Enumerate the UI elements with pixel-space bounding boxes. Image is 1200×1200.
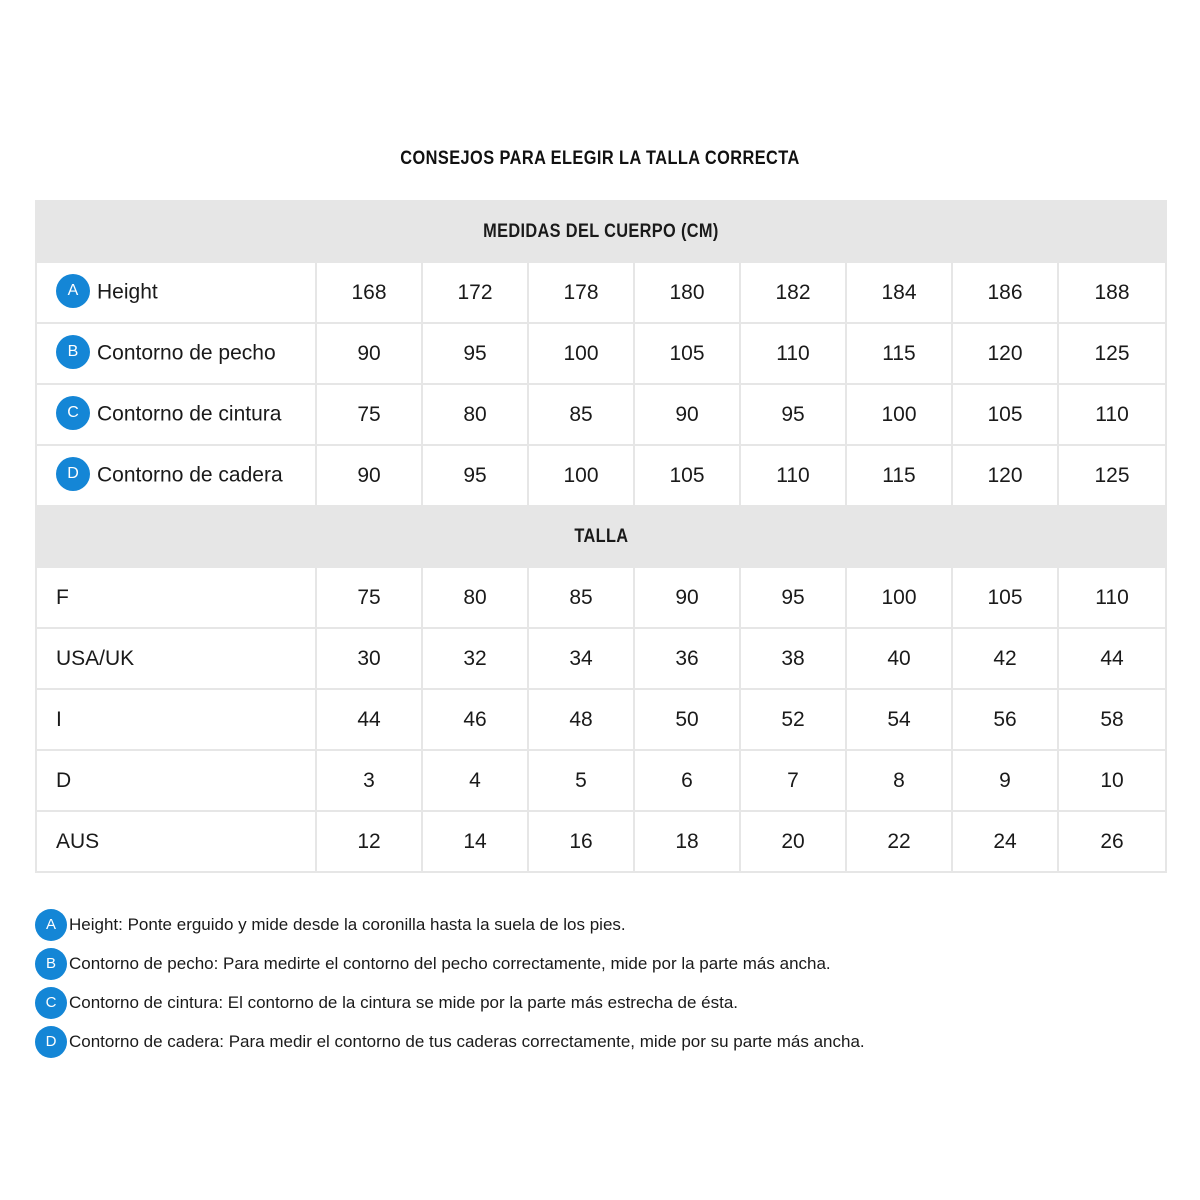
size-label: AUS bbox=[36, 811, 316, 872]
badge-a-icon: A bbox=[35, 909, 67, 941]
table-cell: 12 bbox=[316, 811, 422, 872]
size-label: I bbox=[36, 689, 316, 750]
table-cell: 10 bbox=[1058, 750, 1166, 811]
table-cell: 85 bbox=[528, 567, 634, 628]
table-cell: 90 bbox=[316, 323, 422, 384]
measurement-notes bbox=[35, 908, 1165, 1064]
size-row-aus bbox=[36, 811, 1166, 872]
table-cell: 105 bbox=[634, 445, 740, 506]
note-text: Contorno de cintura: El contorno de la cintura se mide por la parte más estrecha de ésta. bbox=[69, 992, 739, 1012]
table-cell: 110 bbox=[1058, 384, 1166, 445]
table-cell: 168 bbox=[316, 262, 422, 323]
table-cell: 115 bbox=[846, 323, 952, 384]
note-height bbox=[35, 908, 1165, 941]
measurement-label-cell bbox=[36, 323, 316, 384]
table-cell: 186 bbox=[952, 262, 1058, 323]
table-cell: 20 bbox=[740, 811, 846, 872]
table-cell: 100 bbox=[846, 567, 952, 628]
table-cell: 14 bbox=[422, 811, 528, 872]
size-row-i bbox=[36, 689, 1166, 750]
table-cell: 110 bbox=[740, 445, 846, 506]
table-cell: 180 bbox=[634, 262, 740, 323]
table-cell: 95 bbox=[740, 384, 846, 445]
table-cell: 110 bbox=[740, 323, 846, 384]
badge-c-icon: C bbox=[35, 987, 67, 1019]
note-chest bbox=[35, 947, 1165, 980]
size-label: D bbox=[36, 750, 316, 811]
table-cell: 90 bbox=[634, 384, 740, 445]
table-cell: 75 bbox=[316, 567, 422, 628]
table-cell: 100 bbox=[528, 445, 634, 506]
measurement-label-cell bbox=[36, 445, 316, 506]
table-cell: 44 bbox=[1058, 628, 1166, 689]
table-cell: 120 bbox=[952, 445, 1058, 506]
table-cell: 46 bbox=[422, 689, 528, 750]
badge-a-icon: A bbox=[56, 274, 90, 308]
size-chart-body bbox=[36, 201, 1166, 872]
table-cell: 36 bbox=[634, 628, 740, 689]
table-cell: 95 bbox=[422, 445, 528, 506]
table-cell: 120 bbox=[952, 323, 1058, 384]
table-cell: 182 bbox=[740, 262, 846, 323]
table-cell: 105 bbox=[634, 323, 740, 384]
badge-b-icon: B bbox=[56, 335, 90, 369]
table-cell: 110 bbox=[1058, 567, 1166, 628]
table-cell: 100 bbox=[528, 323, 634, 384]
table-cell: 22 bbox=[846, 811, 952, 872]
table-cell: 58 bbox=[1058, 689, 1166, 750]
table-cell: 32 bbox=[422, 628, 528, 689]
size-heading bbox=[36, 506, 1166, 567]
table-cell: 90 bbox=[316, 445, 422, 506]
measurement-label: Contorno de cadera bbox=[97, 463, 283, 487]
table-cell: 34 bbox=[528, 628, 634, 689]
table-cell: 105 bbox=[952, 384, 1058, 445]
table-cell: 188 bbox=[1058, 262, 1166, 323]
table-cell: 3 bbox=[316, 750, 422, 811]
table-cell: 24 bbox=[952, 811, 1058, 872]
note-hip bbox=[35, 1025, 1165, 1058]
measurement-label: Contorno de pecho bbox=[97, 341, 276, 365]
size-row-f bbox=[36, 567, 1166, 628]
measurement-row-hip bbox=[36, 445, 1166, 506]
table-cell: 172 bbox=[422, 262, 528, 323]
badge-b-icon: B bbox=[35, 948, 67, 980]
table-cell: 178 bbox=[528, 262, 634, 323]
table-cell: 48 bbox=[528, 689, 634, 750]
table-cell: 95 bbox=[422, 323, 528, 384]
page-title: CONSEJOS PARA ELEGIR LA TALLA CORRECTA bbox=[400, 148, 800, 169]
note-text: Contorno de pecho: Para medirte el contorno del pecho correctamente, mide por la parte más ancha. bbox=[69, 953, 831, 973]
table-cell: 9 bbox=[952, 750, 1058, 811]
table-cell: 184 bbox=[846, 262, 952, 323]
table-cell: 80 bbox=[422, 384, 528, 445]
measurement-row-waist bbox=[36, 384, 1166, 445]
table-cell: 54 bbox=[846, 689, 952, 750]
table-cell: 16 bbox=[528, 811, 634, 872]
table-cell: 105 bbox=[952, 567, 1058, 628]
table-cell: 18 bbox=[634, 811, 740, 872]
measurement-row-height bbox=[36, 262, 1166, 323]
table-cell: 115 bbox=[846, 445, 952, 506]
table-cell: 38 bbox=[740, 628, 846, 689]
table-cell: 6 bbox=[634, 750, 740, 811]
measurement-label-cell bbox=[36, 384, 316, 445]
note-waist bbox=[35, 986, 1165, 1019]
table-cell: 56 bbox=[952, 689, 1058, 750]
measurement-label: Height bbox=[97, 280, 158, 304]
table-cell: 40 bbox=[846, 628, 952, 689]
table-cell: 30 bbox=[316, 628, 422, 689]
body-measurements-heading bbox=[36, 201, 1166, 262]
table-cell: 26 bbox=[1058, 811, 1166, 872]
badge-d-icon: D bbox=[35, 1026, 67, 1058]
table-cell: 4 bbox=[422, 750, 528, 811]
size-header-row bbox=[36, 506, 1166, 567]
table-cell: 8 bbox=[846, 750, 952, 811]
table-cell: 42 bbox=[952, 628, 1058, 689]
table-cell: 125 bbox=[1058, 323, 1166, 384]
body-measurements-header-row bbox=[36, 201, 1166, 262]
table-cell: 75 bbox=[316, 384, 422, 445]
table-cell: 85 bbox=[528, 384, 634, 445]
table-cell: 125 bbox=[1058, 445, 1166, 506]
measurement-label: Contorno de cintura bbox=[97, 402, 282, 426]
table-cell: 90 bbox=[634, 567, 740, 628]
size-chart-table bbox=[35, 200, 1167, 873]
body-measurements-heading-text: MEDIDAS DEL CUERPO (CM) bbox=[483, 220, 719, 242]
table-cell: 52 bbox=[740, 689, 846, 750]
badge-c-icon: C bbox=[56, 396, 90, 430]
table-cell: 95 bbox=[740, 567, 846, 628]
table-cell: 100 bbox=[846, 384, 952, 445]
size-label: USA/UK bbox=[36, 628, 316, 689]
table-cell: 80 bbox=[422, 567, 528, 628]
measurement-row-chest bbox=[36, 323, 1166, 384]
size-row-usa-uk bbox=[36, 628, 1166, 689]
measurement-label-cell bbox=[36, 262, 316, 323]
size-heading-text: TALLA bbox=[573, 525, 629, 547]
size-row-d bbox=[36, 750, 1166, 811]
table-cell: 5 bbox=[528, 750, 634, 811]
size-label: F bbox=[36, 567, 316, 628]
note-text: Height: Ponte erguido y mide desde la coronilla hasta la suela de los pies. bbox=[69, 914, 626, 934]
table-cell: 50 bbox=[634, 689, 740, 750]
table-cell: 44 bbox=[316, 689, 422, 750]
note-text: Contorno de cadera: Para medir el contorno de tus caderas correctamente, mide por su parte más ancha. bbox=[69, 1031, 865, 1051]
table-cell: 7 bbox=[740, 750, 846, 811]
badge-d-icon: D bbox=[56, 457, 90, 491]
